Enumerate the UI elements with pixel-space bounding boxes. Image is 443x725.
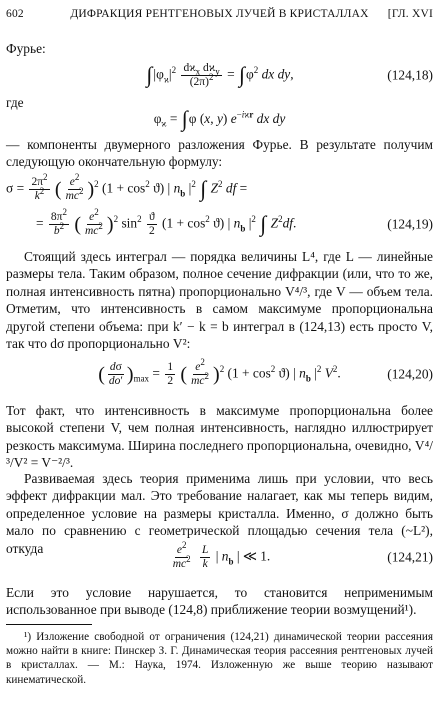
equation-phi-kappa bbox=[6, 106, 433, 132]
equation-number-124-21: (124,21) bbox=[387, 549, 433, 565]
footnote-text: ¹) Изложение свободной от ограничения (124,21) динамической теории рассеяния можно найти в книге: Пинскер З. Г. Динамическая теория рассеяния рентгеновых лучей в кристаллах. — М.: Наука, 1974. Изложенную же выше теорию называют кинематической. bbox=[6, 631, 433, 686]
equation-124-18 bbox=[6, 58, 433, 92]
equation-124-20-formula: ( $\frac{d\sigma}{do'}$ )$_{max}$ = $\frac{1}{2}$ ( $\frac{e^2}{mc^2}$ )$^2$ $(1 + \cos^2 ϑ)$ | $n_b$ $|^2$ $V^2$. bbox=[98, 356, 341, 387]
equation-124-20 bbox=[6, 356, 433, 392]
equation-124-19-line2 bbox=[6, 208, 433, 240]
paragraph-condition-violated bbox=[6, 584, 433, 619]
footnote-rule bbox=[6, 624, 92, 625]
equation-124-21 bbox=[6, 540, 433, 574]
paragraph-max-intensity bbox=[6, 402, 433, 472]
equation-124-19-line2-formula: = $\frac{8\pi^2}{b^2}$ ( $\frac{e^2}{mc^2}$ )$^2$ $\sin^2$ $\frac{ϑ}{2}$ $(1 + \cos^2 ϑ)$ | $n_b$ $|^2$ ∫ $Z^2df$. bbox=[36, 206, 297, 237]
page-number: 602 bbox=[6, 8, 24, 20]
equation-number-124-20: (124,20) bbox=[387, 366, 433, 382]
running-head-title: ДИФРАКЦИЯ РЕНТГЕНОВЫХ ЛУЧЕЙ В КРИСТАЛЛАХ bbox=[70, 8, 369, 20]
running-head bbox=[6, 6, 433, 22]
equation-124-19-line1-formula: σ = $\frac{2\pi^2}{k^2}$ ( $\frac{e^2}{mc^2}$ )$^2$ $(1 + \cos^2 ϑ)$ | $n_b$ $|^2$ ∫ $Z^2$ df = bbox=[6, 171, 248, 202]
equation-number-124-18: (124,18) bbox=[387, 67, 433, 83]
paragraph-integral-order bbox=[6, 248, 433, 352]
equation-124-19-line1 bbox=[6, 171, 433, 204]
components-paragraph bbox=[6, 136, 433, 171]
paragraph-theory-applicability-text: Развиваемая здесь теория применима лишь при условии, что весь эффект дифракции мал. Это требование налагает, как мы теперь видим, определенное условие на размеры кристалла. Именно, σ должно быть мало по сравнению с геометрической площадью сечения тела (~L²), откуда bbox=[6, 471, 433, 556]
equation-124-21-formula: $\frac{e^2}{mc^2}$ $\frac{L}{k}$ | $n_b$ | ≪ 1. bbox=[172, 539, 271, 570]
paragraph-integral-order-text: Стоящий здесь интеграл — порядка величины L⁴, где L — линейные размеры тела. Таким образом, полное сечение дифракции (или, что то же, полная интенсивность пятна) пропорционально V⁴/³, где V — объем тела. Отметим, что интенсивность в самом максимуме пропорциональна другой степени объема: при k′ − k = b интеграл в (124,13) есть просто V, так что dσ пропорционально V²: bbox=[6, 249, 433, 352]
equation-number-124-19: (124,19) bbox=[387, 216, 433, 232]
chapter-label: [ГЛ. XVI bbox=[387, 8, 433, 20]
equation-phi-kappa-formula: $\varphi_ϰ = \int\varphi$ (x, y) $e^{-iϰr}$ dx dy bbox=[153, 106, 286, 132]
footnote bbox=[6, 630, 433, 687]
paragraph-max-intensity-text: Тот факт, что интенсивность в максимуме пропорциональна более высокой степени V, чем полная интенсивность, наглядно иллюстрирует резкость максимума. Ширина последнего пропорциональна, очевидно, V⁴/³/V² = V⁻²/³. bbox=[6, 403, 433, 471]
components-text: — компоненты двумерного разложения Фурье. В результате получим следующую окончательную формулу: bbox=[6, 137, 433, 170]
paragraph-condition-violated-text: Если это условие нарушается, то становится неприменимым использованное при выводе (124,8) приближение теории возмущений¹). bbox=[6, 585, 433, 618]
fourier-label: Фурье: bbox=[6, 41, 46, 56]
fourier-label-line bbox=[6, 40, 433, 57]
equation-124-18-formula: $\int|\varphi_ϰ|^2$ $\frac{dϰ_x dϰ_y}{(2\pi)^2}$ = $\int\varphi^2$ dx dy, bbox=[146, 61, 294, 88]
where-label: где bbox=[6, 95, 24, 110]
